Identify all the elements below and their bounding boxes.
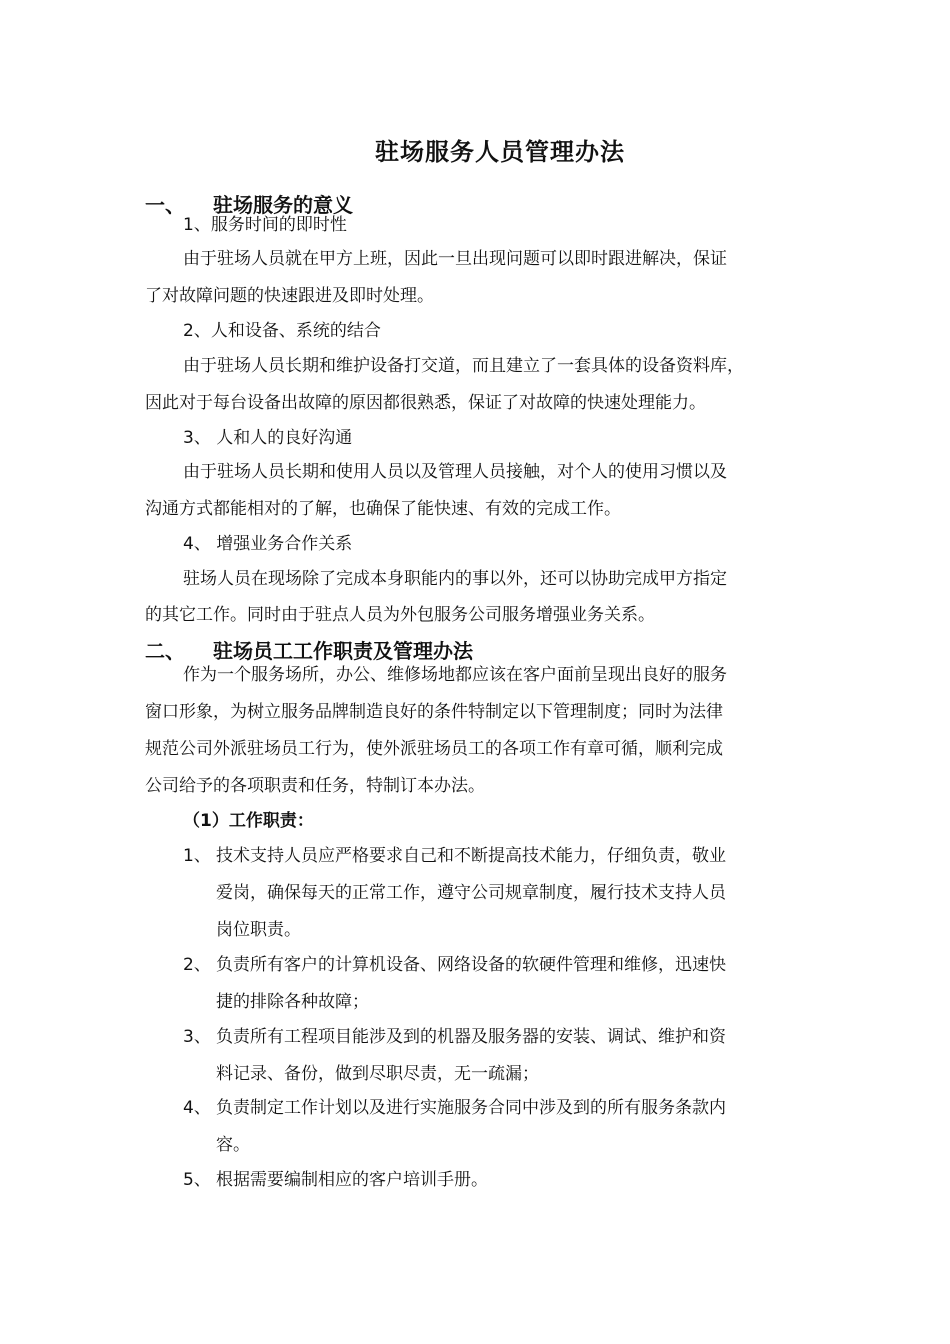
list-item-line: 技术支持人员应严格要求自己和不断提高技术能力，仔细负责，敬业 xyxy=(216,846,726,866)
paragraph-line: 因此对于每台设备出故障的原因都很熟悉，保证了对故障的快速处理能力。 xyxy=(145,393,706,413)
subheading-responsibilities: （1）工作职责： xyxy=(183,811,314,831)
list-item-line: 爱岗，确保每天的正常工作，遵守公司规章制度，履行技术支持人员 xyxy=(216,883,726,903)
paragraph-line: 窗口形象，为树立服务品牌制造良好的条件特制定以下管理制度；同时为法律 xyxy=(145,702,723,722)
subheading: 3、 人和人的良好沟通 xyxy=(183,428,353,448)
paragraph-line: 规范公司外派驻场员工行为，使外派驻场员工的各项工作有章可循，顺利完成 xyxy=(145,739,723,759)
list-item-line: 岗位职责。 xyxy=(216,920,301,940)
paragraph-line: 由于驻场人员长期和使用人员以及管理人员接触，对个人的使用习惯以及 xyxy=(183,462,727,482)
list-item-line: 负责所有客户的计算机设备、网络设备的软硬件管理和维修，迅速快 xyxy=(216,955,726,975)
section-title: 驻场员工工作职责及管理办法 xyxy=(213,638,473,663)
list-item-line: 负责所有工程项目能涉及到的机器及服务器的安装、调试、维护和资 xyxy=(216,1027,726,1047)
page-title: 驻场服务人员管理办法 xyxy=(375,138,625,166)
paragraph-line: 由于驻场人员长期和维护设备打交道，而且建立了一套具体的设备资料库， xyxy=(183,356,744,376)
list-number: 5、 xyxy=(183,1170,211,1190)
list-item-line: 根据需要编制相应的客户培训手册。 xyxy=(216,1170,488,1190)
paragraph-line: 作为一个服务场所，办公、维修场地都应该在客户面前呈现出良好的服务 xyxy=(183,665,727,685)
list-item-line: 负责制定工作计划以及进行实施服务合同中涉及到的所有服务条款内 xyxy=(216,1098,726,1118)
subheading: 4、 增强业务合作关系 xyxy=(183,534,353,554)
section-number: 一、 xyxy=(145,192,185,217)
list-number: 3、 xyxy=(183,1027,211,1047)
paragraph-line: 驻场人员在现场除了完成本身职能内的事以外，还可以协助完成甲方指定 xyxy=(183,569,727,589)
list-item-line: 捷的排除各种故障； xyxy=(216,992,369,1012)
subheading: 2、人和设备、系统的结合 xyxy=(183,321,381,341)
section-number: 二、 xyxy=(145,638,185,663)
list-number: 4、 xyxy=(183,1098,211,1118)
section-heading-2 xyxy=(145,634,473,664)
paragraph-line: 的其它工作。同时由于驻点人员为外包服务公司服务增强业务关系。 xyxy=(145,605,655,625)
subheading: 1、服务时间的即时性 xyxy=(183,215,347,235)
paragraph-line: 由于驻场人员就在甲方上班，因此一旦出现问题可以即时跟进解决，保证 xyxy=(183,249,727,269)
list-item-line: 容。 xyxy=(216,1135,250,1155)
list-number: 2、 xyxy=(183,955,211,975)
paragraph-line: 公司给予的各项职责和任务，特制订本办法。 xyxy=(145,776,485,796)
list-number: 1、 xyxy=(183,846,211,866)
list-item-line: 料记录、备份，做到尽职尽责，无一疏漏； xyxy=(216,1064,539,1084)
paragraph-line: 沟通方式都能相对的了解，也确保了能快速、有效的完成工作。 xyxy=(145,499,621,519)
paragraph-line: 了对故障问题的快速跟进及即时处理。 xyxy=(145,286,434,306)
section-title: 驻场服务的意义 xyxy=(213,192,353,217)
